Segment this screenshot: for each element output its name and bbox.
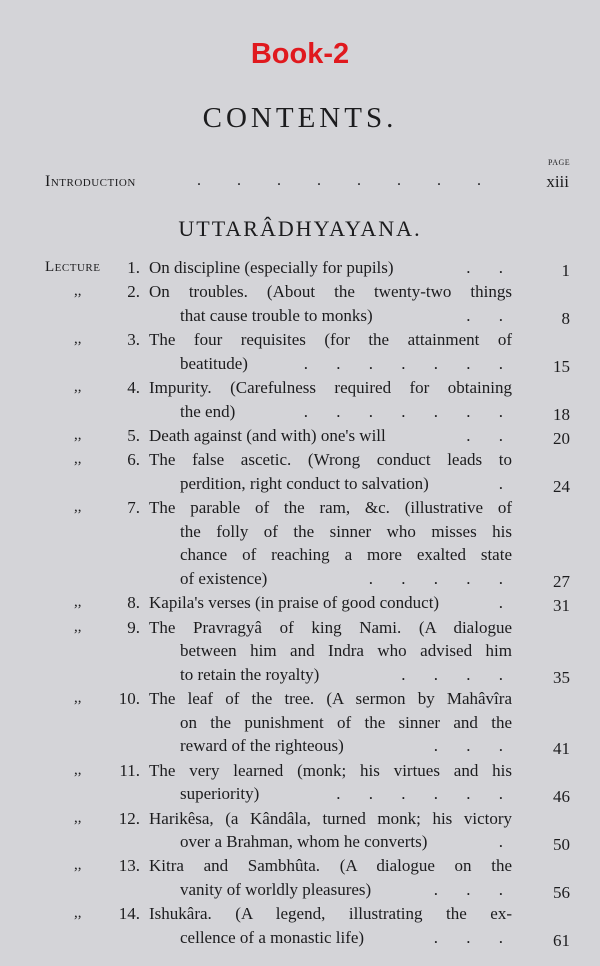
lecture-title-line: The four requisites (for the attainment of	[149, 330, 512, 350]
leader-dots: . . .	[433, 736, 515, 756]
lecture-title-line: to retain the royalty)	[180, 664, 320, 684]
ditto-mark: ,,	[74, 427, 82, 443]
lecture-title-line: Kapila's verses (in praise of good conduct)	[149, 593, 440, 613]
leader-dots: .	[498, 473, 515, 493]
lecture-number: 3.	[127, 330, 140, 350]
ditto-mark: ,,	[74, 379, 82, 396]
lecture-title-line: cellence of a monastic life)	[180, 927, 365, 947]
lecture-number: 5.	[127, 426, 140, 445]
page-number: 41	[553, 739, 570, 759]
leader-dots: .	[498, 832, 515, 852]
page-number: 24	[553, 476, 570, 496]
ditto-mark: ,,	[74, 594, 82, 611]
page-number: 1	[561, 261, 570, 280]
page-number: 31	[553, 596, 570, 616]
lecture-title-line: between him and Indra who advised him	[180, 641, 512, 661]
page-number: 27	[553, 571, 570, 591]
lecture-number: 9.	[127, 617, 140, 637]
page-number: 15	[553, 356, 570, 376]
lecture-title-line: superiority)	[180, 784, 260, 804]
lecture-title-line: on the punishment of the sinner and the	[180, 712, 512, 732]
page-number: 8	[561, 308, 570, 328]
lecture-number: 12.	[118, 808, 140, 828]
lecture-title-line: beatitude)	[180, 353, 248, 373]
lecture-title-line: On troubles. (About the twenty-two things	[149, 282, 512, 302]
lecture-title-line: Death against (and with) one's will	[149, 426, 386, 445]
ditto-mark: ,,	[74, 761, 82, 778]
lecture-title-line: The leaf of the tree. (A sermon by Mahâvîra	[149, 689, 512, 709]
page-number: 35	[553, 667, 570, 687]
ditto-mark: ,,	[74, 857, 82, 874]
leader-dots: .	[498, 593, 515, 613]
lecture-title-line: perdition, right conduct to salvation)	[180, 473, 429, 493]
lecture-title-line: reward of the righteous)	[180, 736, 344, 756]
introduction-row	[45, 170, 569, 194]
leader-dots: . . . . . . .	[303, 401, 515, 421]
lecture-title-line: that cause trouble to monks)	[180, 305, 373, 325]
lecture-title-line: chance of reaching a more exalted state	[180, 545, 512, 565]
leader-dots: . . . .	[401, 664, 515, 684]
leader-dots: . . .	[433, 879, 515, 899]
page-number: 50	[553, 835, 570, 855]
lecture-title-line: Ishukâra. (A legend, illustrating the ex-	[149, 904, 512, 924]
page-number: 56	[553, 882, 570, 902]
book-label: Book-2	[250, 38, 350, 70]
lecture-title-line: of existence)	[180, 568, 268, 588]
lecture-title-line: Kitra and Sambhûta. (A dialogue on the	[149, 856, 512, 876]
leader-dots: . . . . . . .	[303, 353, 515, 373]
ditto-mark: ,,	[74, 283, 82, 300]
lecture-title-line: On discipline (especially for pupils)	[149, 258, 394, 277]
ditto-mark: ,,	[74, 690, 82, 707]
leader-dots: . . . . .	[368, 568, 515, 588]
lecture-title-line: The parable of the ram, &c. (illustrative of	[149, 498, 512, 518]
ditto-mark: ,,	[74, 451, 82, 468]
introduction-label: Introduction	[45, 173, 136, 190]
page-number: 46	[553, 787, 570, 807]
page-number: 61	[553, 930, 570, 950]
lecture-number: 2.	[127, 282, 140, 302]
ditto-mark: ,,	[74, 331, 82, 348]
ditto-mark: ,,	[74, 618, 82, 635]
lecture-word: Lecture	[45, 259, 101, 275]
leader-dots: . .	[466, 258, 515, 277]
lecture-title-line: over a Brahman, whom he converts)	[180, 832, 428, 852]
lecture-title-line: The false ascetic. (Wrong conduct leads to	[149, 450, 512, 470]
section-title: UTTARÂDHYAYANA.	[178, 216, 422, 241]
ditto-mark: ,,	[74, 809, 82, 826]
lecture-title-line: The very learned (monk; his virtues and his	[149, 760, 512, 780]
leader-dots: . .	[466, 426, 515, 445]
lecture-number: 6.	[127, 450, 140, 470]
introduction-page: xiii	[546, 172, 569, 191]
introduction-leader: . . . . . . . .	[197, 172, 497, 189]
lecture-title-line: The Pravragyâ of king Nami. (A dialogue	[149, 617, 512, 637]
lecture-number: 13.	[118, 856, 140, 876]
lecture-number: 11.	[119, 760, 140, 780]
lecture-number: 14.	[118, 904, 140, 924]
lecture-title-line: Impurity. (Carefulness required for obtaining	[149, 378, 512, 398]
page-column-header: PAGE	[548, 158, 571, 167]
lecture-title-line: vanity of worldly pleasures)	[180, 879, 372, 899]
page-number: 18	[553, 404, 570, 424]
lecture-number: 10.	[118, 689, 140, 709]
contents-title: CONTENTS.	[202, 102, 398, 134]
ditto-mark: ,,	[74, 499, 82, 516]
leader-dots: . .	[466, 305, 515, 325]
leader-dots: . . .	[433, 927, 515, 947]
page-number: 20	[553, 429, 570, 448]
lecture-title-line: the folly of the sinner who misses his	[180, 521, 512, 541]
leader-dots: . . . . . .	[336, 784, 515, 804]
lecture-number: 1.	[127, 258, 140, 277]
lecture-number: 7.	[127, 498, 140, 518]
lecture-title-line: the end)	[180, 401, 236, 421]
lecture-number: 8.	[127, 593, 140, 613]
lecture-title-line: Harikêsa, (a Kândâla, turned monk; his victory	[149, 808, 512, 828]
lecture-number: 4.	[127, 378, 140, 398]
ditto-mark: ,,	[74, 905, 82, 922]
